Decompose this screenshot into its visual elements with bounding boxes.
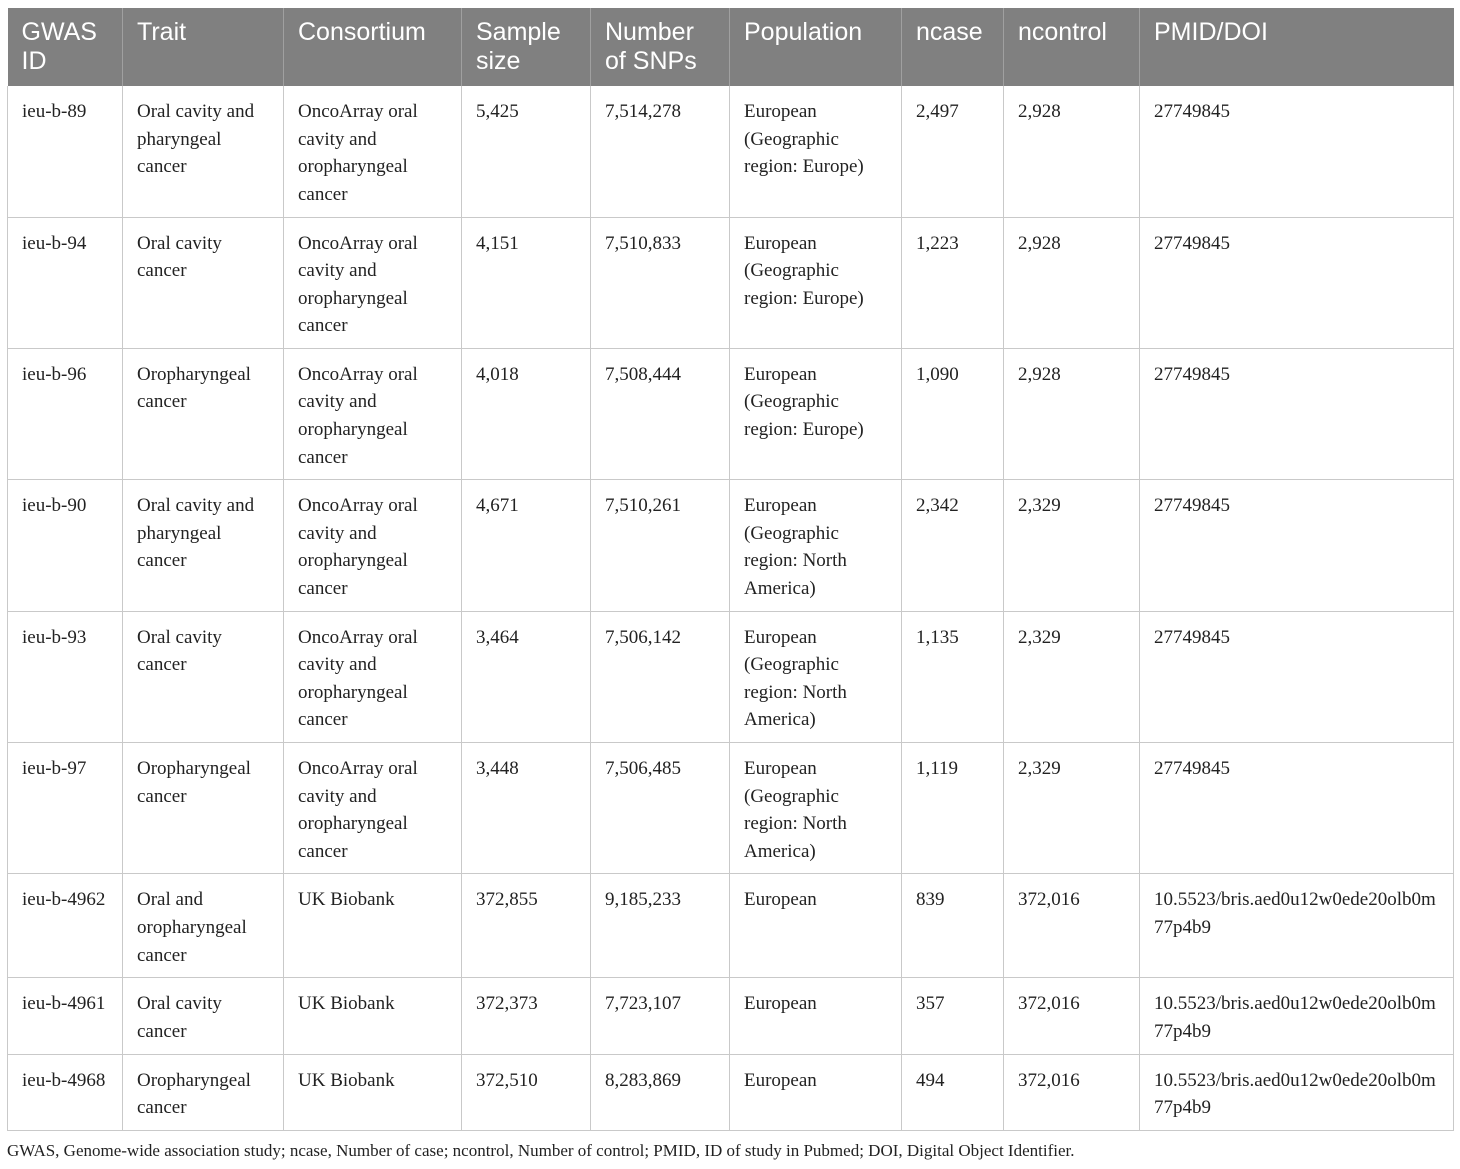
cell-snps: 7,510,833 xyxy=(591,217,730,348)
cell-ncase: 357 xyxy=(902,978,1004,1054)
cell-ncase: 1,135 xyxy=(902,611,1004,742)
cell-ncontrol: 372,016 xyxy=(1004,1054,1140,1130)
cell-population: European xyxy=(730,1054,902,1130)
cell-gwas-id: ieu-b-89 xyxy=(8,86,123,217)
cell-consortium: OncoArray oral cavity and oropharyngeal cancer xyxy=(284,611,462,742)
cell-ncontrol: 2,329 xyxy=(1004,611,1140,742)
table-row xyxy=(8,348,1454,479)
gwas-table-container xyxy=(7,8,1453,1131)
cell-pmid-doi: 10.5523/bris.aed0u12w0ede20olb0m77p4b9 xyxy=(1140,978,1454,1054)
header-row xyxy=(8,8,1454,86)
table-footnote: GWAS, Genome-wide association study; ncase, Number of case; ncontrol, Number of control; PMID, ID of study in Pubmed; DOI, Digital Object Identifier. xyxy=(7,1141,1075,1160)
table-body xyxy=(8,86,1454,1130)
table-row xyxy=(8,743,1454,874)
cell-trait: Oropharyngeal cancer xyxy=(123,743,284,874)
cell-pmid-doi: 27749845 xyxy=(1140,86,1454,217)
cell-sample-size: 3,464 xyxy=(462,611,591,742)
header-pmid-doi: PMID/DOI xyxy=(1140,8,1454,86)
cell-consortium: OncoArray oral cavity and oropharyngeal cancer xyxy=(284,743,462,874)
table-row xyxy=(8,611,1454,742)
cell-snps: 7,506,485 xyxy=(591,743,730,874)
cell-gwas-id: ieu-b-90 xyxy=(8,480,123,611)
cell-trait: Oropharyngeal cancer xyxy=(123,1054,284,1130)
cell-snps: 9,185,233 xyxy=(591,874,730,978)
cell-population: European (Geographic region: Europe) xyxy=(730,86,902,217)
cell-trait: Oral cavity cancer xyxy=(123,978,284,1054)
table-row xyxy=(8,86,1454,217)
cell-ncontrol: 372,016 xyxy=(1004,874,1140,978)
table-row xyxy=(8,480,1454,611)
cell-sample-size: 5,425 xyxy=(462,86,591,217)
table-row xyxy=(8,1054,1454,1130)
header-ncontrol: ncontrol xyxy=(1004,8,1140,86)
header-number-of-snps: Number of SNPs xyxy=(591,8,730,86)
cell-pmid-doi: 10.5523/bris.aed0u12w0ede20olb0m77p4b9 xyxy=(1140,874,1454,978)
cell-sample-size: 4,018 xyxy=(462,348,591,479)
cell-pmid-doi: 27749845 xyxy=(1140,480,1454,611)
cell-snps: 7,506,142 xyxy=(591,611,730,742)
table-row xyxy=(8,978,1454,1054)
cell-gwas-id: ieu-b-93 xyxy=(8,611,123,742)
cell-pmid-doi: 27749845 xyxy=(1140,611,1454,742)
cell-ncase: 839 xyxy=(902,874,1004,978)
cell-trait: Oral cavity and pharyngeal cancer xyxy=(123,86,284,217)
table-row xyxy=(8,217,1454,348)
cell-pmid-doi: 27749845 xyxy=(1140,348,1454,479)
cell-gwas-id: ieu-b-4968 xyxy=(8,1054,123,1130)
cell-population: European (Geographic region: Europe) xyxy=(730,348,902,479)
cell-trait: Oropharyngeal cancer xyxy=(123,348,284,479)
cell-consortium: UK Biobank xyxy=(284,1054,462,1130)
cell-ncontrol: 2,329 xyxy=(1004,480,1140,611)
cell-population: European (Geographic region: North America) xyxy=(730,611,902,742)
cell-trait: Oral cavity and pharyngeal cancer xyxy=(123,480,284,611)
cell-pmid-doi: 10.5523/bris.aed0u12w0ede20olb0m77p4b9 xyxy=(1140,1054,1454,1130)
header-trait: Trait xyxy=(123,8,284,86)
header-ncase: ncase xyxy=(902,8,1004,86)
cell-ncontrol: 2,928 xyxy=(1004,348,1140,479)
cell-snps: 7,723,107 xyxy=(591,978,730,1054)
cell-ncase: 1,090 xyxy=(902,348,1004,479)
table-header xyxy=(8,8,1454,86)
cell-trait: Oral cavity cancer xyxy=(123,611,284,742)
cell-consortium: UK Biobank xyxy=(284,874,462,978)
cell-gwas-id: ieu-b-4962 xyxy=(8,874,123,978)
header-consortium: Consortium xyxy=(284,8,462,86)
cell-sample-size: 372,510 xyxy=(462,1054,591,1130)
gwas-table xyxy=(7,8,1454,1131)
cell-population: European (Geographic region: North America) xyxy=(730,480,902,611)
cell-consortium: OncoArray oral cavity and oropharyngeal cancer xyxy=(284,480,462,611)
cell-population: European (Geographic region: Europe) xyxy=(730,217,902,348)
cell-snps: 7,508,444 xyxy=(591,348,730,479)
cell-gwas-id: ieu-b-97 xyxy=(8,743,123,874)
cell-sample-size: 372,855 xyxy=(462,874,591,978)
cell-ncase: 2,342 xyxy=(902,480,1004,611)
cell-gwas-id: ieu-b-4961 xyxy=(8,978,123,1054)
cell-population: European xyxy=(730,874,902,978)
cell-ncontrol: 2,928 xyxy=(1004,86,1140,217)
cell-ncontrol: 2,928 xyxy=(1004,217,1140,348)
cell-sample-size: 4,671 xyxy=(462,480,591,611)
cell-snps: 8,283,869 xyxy=(591,1054,730,1130)
cell-pmid-doi: 27749845 xyxy=(1140,217,1454,348)
table-row xyxy=(8,874,1454,978)
header-sample-size: Sample size xyxy=(462,8,591,86)
cell-population: European xyxy=(730,978,902,1054)
cell-ncase: 2,497 xyxy=(902,86,1004,217)
cell-gwas-id: ieu-b-96 xyxy=(8,348,123,479)
cell-consortium: UK Biobank xyxy=(284,978,462,1054)
cell-consortium: OncoArray oral cavity and oropharyngeal cancer xyxy=(284,217,462,348)
cell-sample-size: 372,373 xyxy=(462,978,591,1054)
cell-ncontrol: 372,016 xyxy=(1004,978,1140,1054)
cell-consortium: OncoArray oral cavity and oropharyngeal cancer xyxy=(284,348,462,479)
cell-sample-size: 4,151 xyxy=(462,217,591,348)
cell-ncase: 1,119 xyxy=(902,743,1004,874)
cell-trait: Oral cavity cancer xyxy=(123,217,284,348)
cell-pmid-doi: 27749845 xyxy=(1140,743,1454,874)
header-gwas-id: GWAS ID xyxy=(8,8,123,86)
cell-snps: 7,514,278 xyxy=(591,86,730,217)
cell-sample-size: 3,448 xyxy=(462,743,591,874)
cell-trait: Oral and oropharyngeal cancer xyxy=(123,874,284,978)
cell-consortium: OncoArray oral cavity and oropharyngeal cancer xyxy=(284,86,462,217)
cell-gwas-id: ieu-b-94 xyxy=(8,217,123,348)
cell-snps: 7,510,261 xyxy=(591,480,730,611)
cell-ncase: 1,223 xyxy=(902,217,1004,348)
cell-ncase: 494 xyxy=(902,1054,1004,1130)
cell-ncontrol: 2,329 xyxy=(1004,743,1140,874)
header-population: Population xyxy=(730,8,902,86)
cell-population: European (Geographic region: North America) xyxy=(730,743,902,874)
